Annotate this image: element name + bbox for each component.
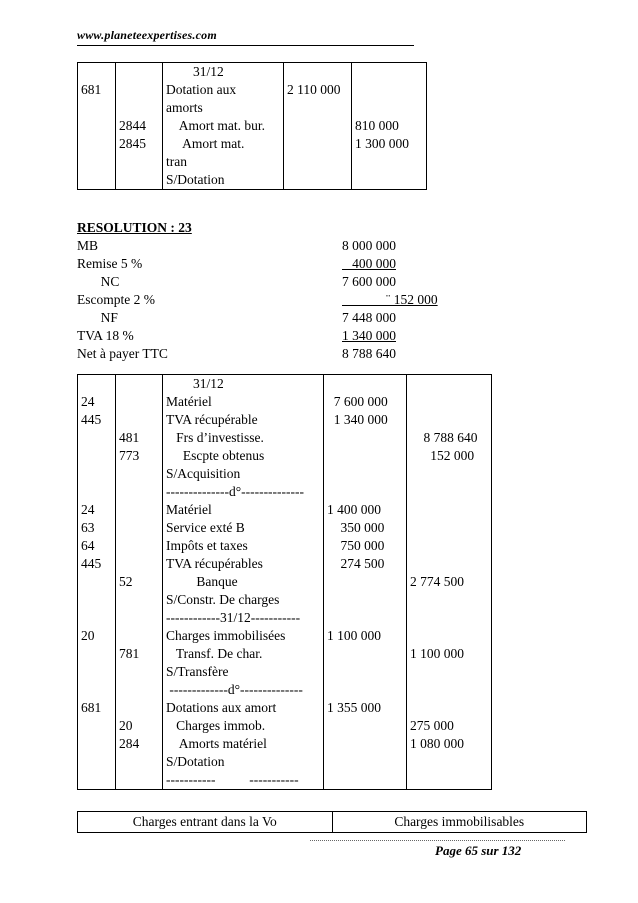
ledger-cell <box>81 117 115 135</box>
ledger-cell: Amort mat. <box>166 136 245 151</box>
resolution-block <box>77 219 497 363</box>
ledger-cell: amorts <box>166 100 203 115</box>
ledger-cell <box>81 609 115 627</box>
resolution-label: Escompte 2 % <box>77 292 155 307</box>
credit-amount-column <box>352 63 427 190</box>
ledger-cell <box>410 465 491 483</box>
ledger-cell: 1 100 000 <box>327 628 381 643</box>
ledger-cell <box>410 591 491 609</box>
ledger-cell <box>81 645 115 663</box>
ledger-cell <box>81 771 115 789</box>
ledger-cell <box>355 63 426 81</box>
resolution-row <box>77 345 497 363</box>
ledger-cell <box>81 753 115 771</box>
ledger-cell: 64 <box>81 538 95 553</box>
ledger-cell <box>81 99 115 117</box>
credit-amount-column <box>407 375 492 790</box>
ledger-cell <box>327 717 406 735</box>
debit-amount-column <box>284 63 352 190</box>
ledger-cell: Charges immobilisées <box>166 628 286 643</box>
ledger-cell <box>327 483 406 501</box>
debit-amount-column <box>324 375 407 790</box>
journal-table-1 <box>77 62 427 190</box>
ledger-cell <box>410 753 491 771</box>
ledger-cell <box>327 375 406 393</box>
resolution-label: TVA 18 % <box>77 328 134 343</box>
ledger-cell <box>81 153 115 171</box>
resolution-row <box>77 291 497 309</box>
ledger-cell <box>119 375 162 393</box>
ledger-cell <box>287 63 351 81</box>
ledger-cell <box>81 447 115 465</box>
ledger-cell: Transf. De char. <box>166 646 263 661</box>
charges-comparison-header <box>77 811 587 833</box>
ledger-cell: ------------31/12----------- <box>166 610 301 625</box>
ledger-cell <box>119 411 162 429</box>
ledger-cell <box>119 63 162 81</box>
resolution-value: 7 600 000 <box>342 274 396 289</box>
ledger-cell: S/Dotation <box>166 754 225 769</box>
ledger-cell: 681 <box>81 82 102 97</box>
resolution-title: RESOLUTION : 23 <box>77 220 192 235</box>
ledger-cell: 24 <box>81 394 95 409</box>
ledger-cell <box>355 99 426 117</box>
ledger-cell <box>287 171 351 189</box>
ledger-cell: 152 000 <box>410 448 475 463</box>
ledger-cell <box>81 681 115 699</box>
ledger-cell <box>410 555 491 573</box>
resolution-row <box>77 255 497 273</box>
ledger-cell: 1 300 000 <box>355 136 409 151</box>
account-credit-column <box>116 63 163 190</box>
ledger-cell <box>327 573 406 591</box>
ledger-cell <box>119 81 162 99</box>
ledger-cell <box>327 591 406 609</box>
ledger-cell <box>410 483 491 501</box>
ledger-cell: TVA récupérable <box>166 412 258 427</box>
ledger-cell <box>327 681 406 699</box>
ledger-cell <box>81 63 115 81</box>
charges-immobilisables-label: Charges immobilisables <box>394 814 525 829</box>
ledger-cell <box>81 573 115 591</box>
ledger-cell <box>410 501 491 519</box>
ledger-cell <box>81 375 115 393</box>
ledger-cell <box>81 429 115 447</box>
ledger-cell <box>119 663 162 681</box>
ledger-cell: S/Acquisition <box>166 466 241 481</box>
label-column <box>163 63 284 190</box>
resolution-value: ¨ 152 000 <box>342 292 438 307</box>
ledger-cell: 773 <box>119 448 140 463</box>
ledger-cell: S/Dotation <box>166 172 225 187</box>
ledger-cell: 1 100 000 <box>410 646 464 661</box>
ledger-cell: 24 <box>81 502 95 517</box>
resolution-row <box>77 273 497 291</box>
ledger-cell <box>119 171 162 189</box>
ledger-cell: Dotations aux amort <box>166 700 277 715</box>
ledger-cell: Matériel <box>166 394 212 409</box>
ledger-cell <box>81 717 115 735</box>
ledger-cell <box>119 99 162 117</box>
ledger-cell <box>410 519 491 537</box>
ledger-cell: 20 <box>81 628 95 643</box>
label-column <box>163 375 324 790</box>
ledger-cell <box>119 537 162 555</box>
ledger-cell: 31/12 <box>166 376 224 391</box>
ledger-cell: 750 000 <box>327 538 385 553</box>
ledger-cell: 445 <box>81 412 102 427</box>
ledger-cell <box>355 81 426 99</box>
ledger-cell <box>119 627 162 645</box>
ledger-cell: 52 <box>119 574 133 589</box>
ledger-cell: 681 <box>81 700 102 715</box>
ledger-cell: 2 110 000 <box>287 82 341 97</box>
ledger-cell: 274 500 <box>327 556 385 571</box>
ledger-cell <box>410 375 491 393</box>
resolution-value: 1 340 000 <box>342 328 396 343</box>
ledger-cell: 2844 <box>119 118 146 133</box>
ledger-cell: Impôts et taxes <box>166 538 248 553</box>
ledger-cell <box>410 411 491 429</box>
ledger-cell <box>410 627 491 645</box>
ledger-cell: Escpte obtenus <box>166 448 265 463</box>
ledger-cell <box>327 663 406 681</box>
ledger-cell <box>410 663 491 681</box>
ledger-cell <box>410 681 491 699</box>
ledger-cell <box>410 771 491 789</box>
ledger-cell: S/Constr. De charges <box>166 592 280 607</box>
ledger-cell: Service exté B <box>166 520 245 535</box>
ledger-cell <box>410 393 491 411</box>
ledger-cell: 481 <box>119 430 140 445</box>
ledger-cell: 1 340 000 <box>327 412 388 427</box>
ledger-cell <box>287 117 351 135</box>
ledger-cell: 2 774 500 <box>410 574 464 589</box>
ledger-cell <box>119 681 162 699</box>
ledger-cell <box>327 771 406 789</box>
ledger-cell <box>287 135 351 153</box>
site-url: www.planeteexpertises.com <box>77 28 217 42</box>
page-number: Page 65 sur 132 <box>435 843 522 858</box>
ledger-cell <box>81 483 115 501</box>
ledger-cell: Banque <box>166 574 238 589</box>
ledger-cell: Amorts matériel <box>166 736 267 751</box>
ledger-cell: 1 080 000 <box>410 736 464 751</box>
ledger-cell: Matériel <box>166 502 212 517</box>
resolution-value: 8 000 000 <box>342 238 396 253</box>
ledger-cell: 7 600 000 <box>327 394 388 409</box>
ledger-cell <box>327 645 406 663</box>
ledger-cell: 8 788 640 <box>410 430 478 445</box>
ledger-cell: 20 <box>119 718 133 733</box>
footer-rule <box>310 840 565 841</box>
resolution-row <box>77 309 497 327</box>
header-rule <box>77 45 414 46</box>
ledger-cell <box>327 609 406 627</box>
ledger-cell <box>81 135 115 153</box>
ledger-cell <box>119 501 162 519</box>
ledger-cell: tran <box>166 154 187 169</box>
ledger-cell <box>355 153 426 171</box>
account-credit-column <box>116 375 163 790</box>
ledger-cell <box>119 483 162 501</box>
ledger-cell <box>119 753 162 771</box>
ledger-cell <box>119 771 162 789</box>
ledger-cell: Dotation aux <box>166 82 237 97</box>
ledger-cell <box>327 735 406 753</box>
account-debit-column <box>78 375 116 790</box>
ledger-cell: 781 <box>119 646 140 661</box>
ledger-cell: 63 <box>81 520 95 535</box>
ledger-cell: 1 400 000 <box>327 502 381 517</box>
ledger-cell: -------------d°-------------- <box>166 682 303 697</box>
ledger-cell: 810 000 <box>355 118 399 133</box>
ledger-cell <box>287 99 351 117</box>
ledger-cell: --------------d°-------------- <box>166 484 305 499</box>
ledger-cell <box>119 393 162 411</box>
ledger-cell: Charges immob. <box>166 718 266 733</box>
resolution-label: Net à payer TTC <box>77 346 168 361</box>
ledger-cell <box>287 153 351 171</box>
ledger-cell <box>119 591 162 609</box>
ledger-cell <box>119 699 162 717</box>
resolution-label: Remise 5 % <box>77 256 143 271</box>
ledger-cell <box>81 465 115 483</box>
ledger-cell <box>81 171 115 189</box>
ledger-cell <box>81 663 115 681</box>
ledger-cell: TVA récupérables <box>166 556 263 571</box>
ledger-cell <box>410 537 491 555</box>
ledger-cell <box>119 519 162 537</box>
ledger-cell <box>327 447 406 465</box>
ledger-cell <box>81 735 115 753</box>
ledger-cell <box>119 555 162 573</box>
ledger-cell: 31/12 <box>166 64 224 79</box>
ledger-cell <box>327 753 406 771</box>
ledger-cell <box>81 591 115 609</box>
ledger-cell <box>327 429 406 447</box>
account-debit-column <box>78 63 116 190</box>
resolution-row <box>77 327 497 345</box>
charges-vo-label: Charges entrant dans la Vo <box>78 812 333 832</box>
ledger-cell: 275 000 <box>410 718 454 733</box>
ledger-cell: 350 000 <box>327 520 385 535</box>
ledger-cell: 445 <box>81 556 102 571</box>
ledger-cell: 284 <box>119 736 140 751</box>
resolution-value: 7 448 000 <box>342 310 396 325</box>
ledger-cell: 1 355 000 <box>327 700 381 715</box>
resolution-label: NF <box>77 310 118 325</box>
resolution-value: 400 000 <box>342 256 396 271</box>
ledger-cell <box>119 465 162 483</box>
ledger-cell <box>410 699 491 717</box>
ledger-cell: ----------- ----------- <box>166 772 299 787</box>
journal-table-2 <box>77 374 492 790</box>
resolution-label: NC <box>77 274 120 289</box>
resolution-row <box>77 237 497 255</box>
ledger-cell: 2845 <box>119 136 146 151</box>
ledger-cell <box>119 153 162 171</box>
ledger-cell <box>410 609 491 627</box>
ledger-cell: Frs d’investisse. <box>166 430 264 445</box>
ledger-cell <box>327 465 406 483</box>
resolution-label: MB <box>77 238 99 253</box>
ledger-cell <box>355 171 426 189</box>
resolution-value: 8 788 640 <box>342 346 396 361</box>
ledger-cell <box>119 609 162 627</box>
ledger-cell: Amort mat. bur. <box>166 118 265 133</box>
ledger-cell: S/Transfère <box>166 664 229 679</box>
